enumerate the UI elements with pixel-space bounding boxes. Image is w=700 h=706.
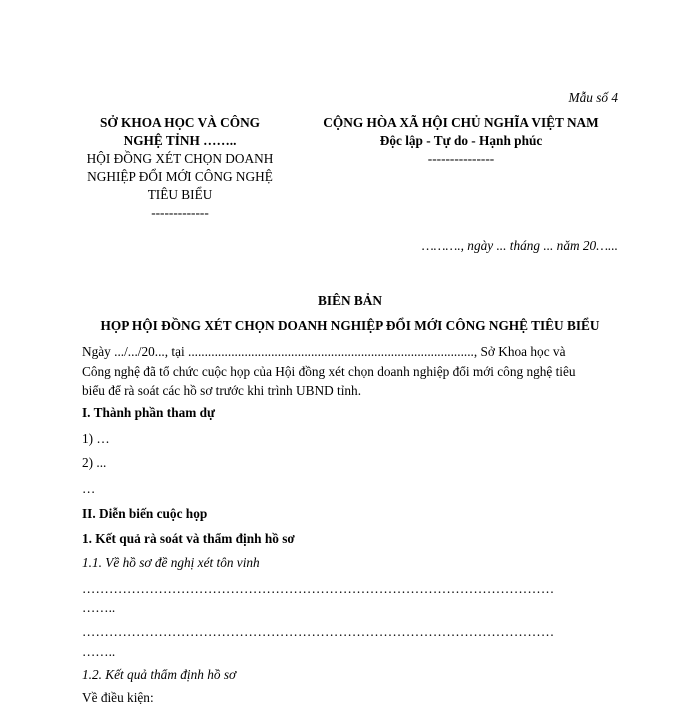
section2-sub1: 1. Kết quả rà soát và thẩm định hồ sơ: [82, 531, 295, 546]
dotted-line-2-end: ……..: [82, 644, 116, 659]
dotted-line-1: ……………………………………………………………………………………………: [82, 581, 555, 596]
right-header: [296, 114, 626, 168]
intro-line2: Công nghệ đã tổ chức cuộc họp của Hội đồng xét chọn doanh nghiệp đổi mới công nghệ tiêu: [82, 363, 576, 379]
attendee-item-2: 2) ...: [82, 455, 107, 470]
intro-line1: Ngày .../.../20..., tại ......................................................................................, Sở Khoa học và: [82, 344, 566, 359]
section1-heading: I. Thành phần tham dự: [82, 405, 216, 420]
document-title: BIÊN BẢN: [318, 293, 382, 308]
left-header-divider: -------------: [151, 205, 209, 220]
attendee-item-more: …: [82, 481, 96, 496]
left-header-line1: SỞ KHOA HỌC VÀ CÔNG: [99, 115, 261, 130]
attendee-item-1: 1) …: [82, 431, 110, 446]
intro-line3: biểu để rà soát các hồ sơ trước khi trình UBND tỉnh.: [82, 383, 362, 398]
dotted-line-1-end: ……..: [82, 600, 116, 615]
right-header-divider: ---------------: [427, 151, 495, 166]
left-header-line3: HỘI ĐỒNG XÉT CHỌN DOANH: [86, 151, 274, 166]
form-number: Mẫu số 4: [568, 90, 618, 105]
national-motto: Độc lập - Tự do - Hạnh phúc: [379, 133, 543, 148]
intro-paragraph: [82, 342, 622, 401]
dotted-line-2: ……………………………………………………………………………………………: [82, 624, 555, 639]
left-header-line2: NGHỆ TỈNH ……..: [123, 133, 237, 148]
section2-sub1-2: 1.2. Kết quả thẩm định hồ sơ: [82, 667, 237, 682]
date-line: ………., ngày ... tháng ... năm 20…...: [421, 238, 618, 253]
document-subtitle: HỌP HỘI ĐỒNG XÉT CHỌN DOANH NGHIỆP ĐỔI MỚI CÔNG NGHỆ TIÊU BIỂU: [100, 318, 600, 333]
left-header-line4: NGHIỆP ĐỔI MỚI CÔNG NGHỆ: [87, 169, 273, 184]
conditions-label: Về điều kiện:: [82, 690, 154, 705]
section2-sub1-1: 1.1. Về hồ sơ đề nghị xét tôn vinh: [82, 555, 260, 570]
section2-heading: II. Diễn biến cuộc họp: [82, 506, 208, 521]
left-header: [80, 114, 280, 222]
national-title: CỘNG HÒA XÃ HỘI CHỦ NGHĨA VIỆT NAM: [323, 115, 599, 130]
left-header-line5: TIÊU BIỂU: [147, 187, 213, 202]
